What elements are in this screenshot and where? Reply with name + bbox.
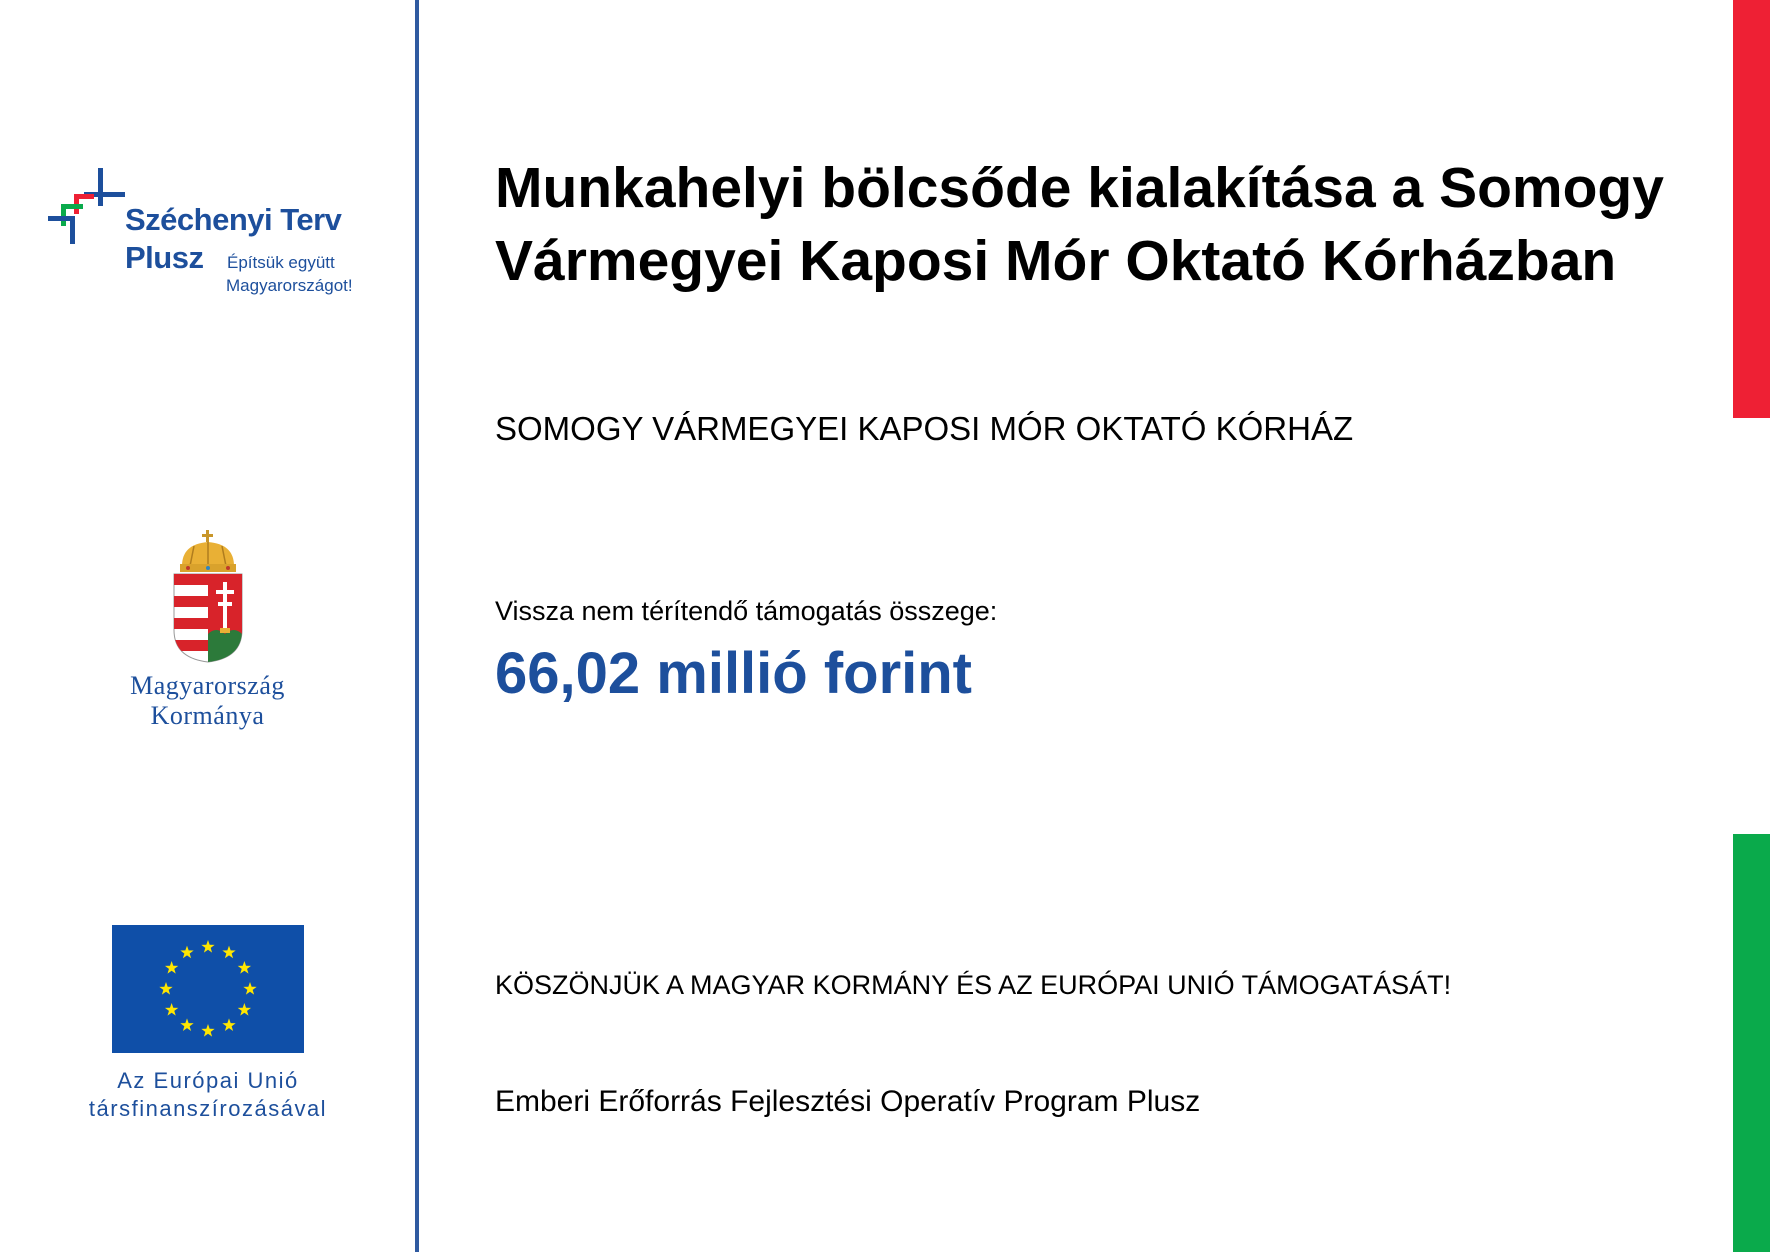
szechenyi-tagline-2: Magyarországot! [226,276,353,295]
government-name-line-2: Kormánya [150,701,265,730]
government-name-line-1: Magyarország [130,671,285,700]
szechenyi-plusz: Plusz [125,240,204,275]
szechenyi-tagline-1: Építsük együtt [227,253,335,272]
operational-program: Emberi Erőforrás Fejlesztési Operatív Program Plusz [495,1085,1201,1118]
hungarian-coat-of-arms-icon [172,530,244,664]
beneficiary-name: SOMOGY VÁRMEGYEI KAPOSI MÓR OKTATÓ KÓRHÁZ [495,410,1354,447]
grant-amount: 66,02 millió forint [495,641,972,706]
szechenyi-cross-icon [48,168,128,248]
grant-amount-label: Vissza nem térítendő támogatás összege: [495,596,998,626]
szechenyi-terv-logo [48,168,378,308]
eu-cofinancing-line-1: Az Európai Unió [117,1068,299,1093]
eu-flag-icon [112,925,304,1053]
eu-cofinancing-line-2: társfinanszírozásával [88,1096,328,1121]
flag-stripe-green [1733,834,1770,1252]
flag-stripe-red [1733,0,1770,418]
vertical-divider [415,0,419,1252]
project-title: Munkahelyi bölcsőde kialakítása a Somogy Vármegyei Kaposi Mór Oktató Kórházban [495,156,1664,293]
szechenyi-title: Széchenyi Terv [125,202,342,237]
thanks-message: KÖSZÖNJÜK A MAGYAR KORMÁNY ÉS AZ EURÓPAI UNIÓ TÁMOGATÁSÁT! [495,970,1452,1000]
